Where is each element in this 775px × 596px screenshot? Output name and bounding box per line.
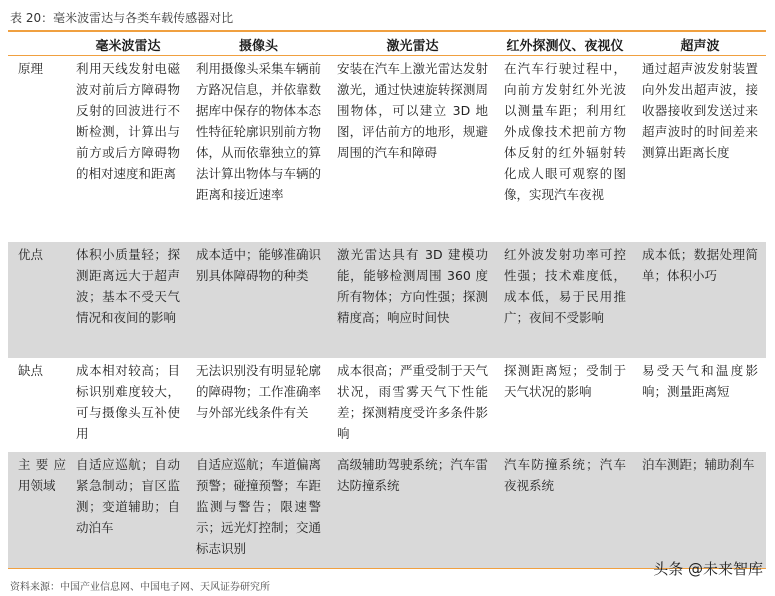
watermark: 头条 @未来智库 — [653, 560, 763, 578]
top-rule — [8, 30, 766, 32]
table-title: 表 20：毫米波雷达与各类车载传感器对比 — [10, 11, 234, 25]
header-cell — [8, 34, 68, 56]
table-cell: 安装在汽车上激光雷达发射激光，通过快速旋转探测周围物体，可以建立 3D 地图，评估前方的地形，规避周围的汽车和障碍 — [337, 61, 488, 160]
header-cell: 毫米波雷达 — [68, 34, 188, 56]
table-cell: 激光雷达具有 3D 建模功能，能够检测周围 360 度所有物体；方向性强；探测精度高；响应时间快 — [329, 242, 496, 358]
table-row — [8, 56, 766, 243]
table-cell: 成本相对较高；目标识别难度较大，可与摄像头互补使用 — [76, 363, 180, 441]
table-cell: 成本低；数据处理简单；体积小巧 — [634, 242, 766, 358]
header-cell: 超声波 — [634, 34, 766, 56]
table-row — [8, 242, 766, 358]
table-cell: 在汽车行驶过程中，向前方发射红外光波以测量车距；利用红外成像技术把前方物体反射的红外辐射转化成人眼可观察的图像，实现汽车夜视 — [504, 61, 626, 202]
table-cell: 成本很高；严重受制于天气状况，雨雪雾天气下性能差；探测精度受许多条件影响 — [337, 363, 488, 441]
header-cell: 摄像头 — [188, 34, 329, 56]
comparison-table — [8, 34, 766, 569]
table-cell: 探测距离短；受制于天气状况的影响 — [504, 363, 626, 399]
source-note: 资料来源：中国产业信息网、中国电子网、天风证券研究所 — [10, 582, 270, 593]
row-label: 缺点 — [18, 363, 44, 378]
table-cell: 易受天气和温度影响；测量距离短 — [642, 363, 758, 399]
table-cell: 自适应巡航；自动紧急制动；盲区监测；变道辅助；自动泊车 — [68, 452, 188, 569]
table-cell: 成本适中；能够准确识别具体障碍物的种类 — [188, 242, 329, 358]
table-cell: 无法识别没有明显轮廓的障碍物；工作准确率与外部光线条件有关 — [196, 363, 322, 420]
row-label: 优点 — [8, 242, 68, 358]
table-cell: 高级辅助驾驶系统；汽车雷达防撞系统 — [329, 452, 496, 569]
table-cell: 自适应巡航；车道偏离预警；碰撞预警；车距监测与警告；限速警示；远光灯控制；交通标志识别 — [188, 452, 329, 569]
table-cell: 利用摄像头采集车辆前方路况信息，并依靠数据库中保存的物体本态性特征轮廓识别前方物体，从而依靠独立的算法计算出物体与车辆的距离和接近速率 — [196, 61, 322, 202]
header-cell: 激光雷达 — [329, 34, 496, 56]
table-cell: 泊车测距；辅助刹车 — [634, 452, 766, 569]
header-cell: 红外探测仪、夜视仪 — [496, 34, 634, 56]
header-row — [8, 34, 766, 56]
table-cell: 汽车防撞系统；汽车夜视系统 — [496, 452, 634, 569]
table-cell: 体积小质量轻；探测距离远大于超声波；基本不受天气情况和夜间的影响 — [68, 242, 188, 358]
table-row — [8, 452, 766, 569]
table-cell: 红外波发射功率可控性强；技术难度低，成本低，易于民用推广；夜间不受影响 — [496, 242, 634, 358]
row-label: 主要应用领域 — [8, 452, 68, 569]
row-label: 原理 — [18, 61, 44, 76]
table-cell: 通过超声波发射装置向外发出超声波，接收器接收到发送过来超声波时的时间差来测算出距离长度 — [642, 61, 758, 160]
table-cell: 利用天线发射电磁波对前后方障碍物反射的回波进行不断检测，计算出与前方或后方障碍物的相对速度和距离 — [76, 61, 180, 181]
table-row — [8, 358, 766, 452]
